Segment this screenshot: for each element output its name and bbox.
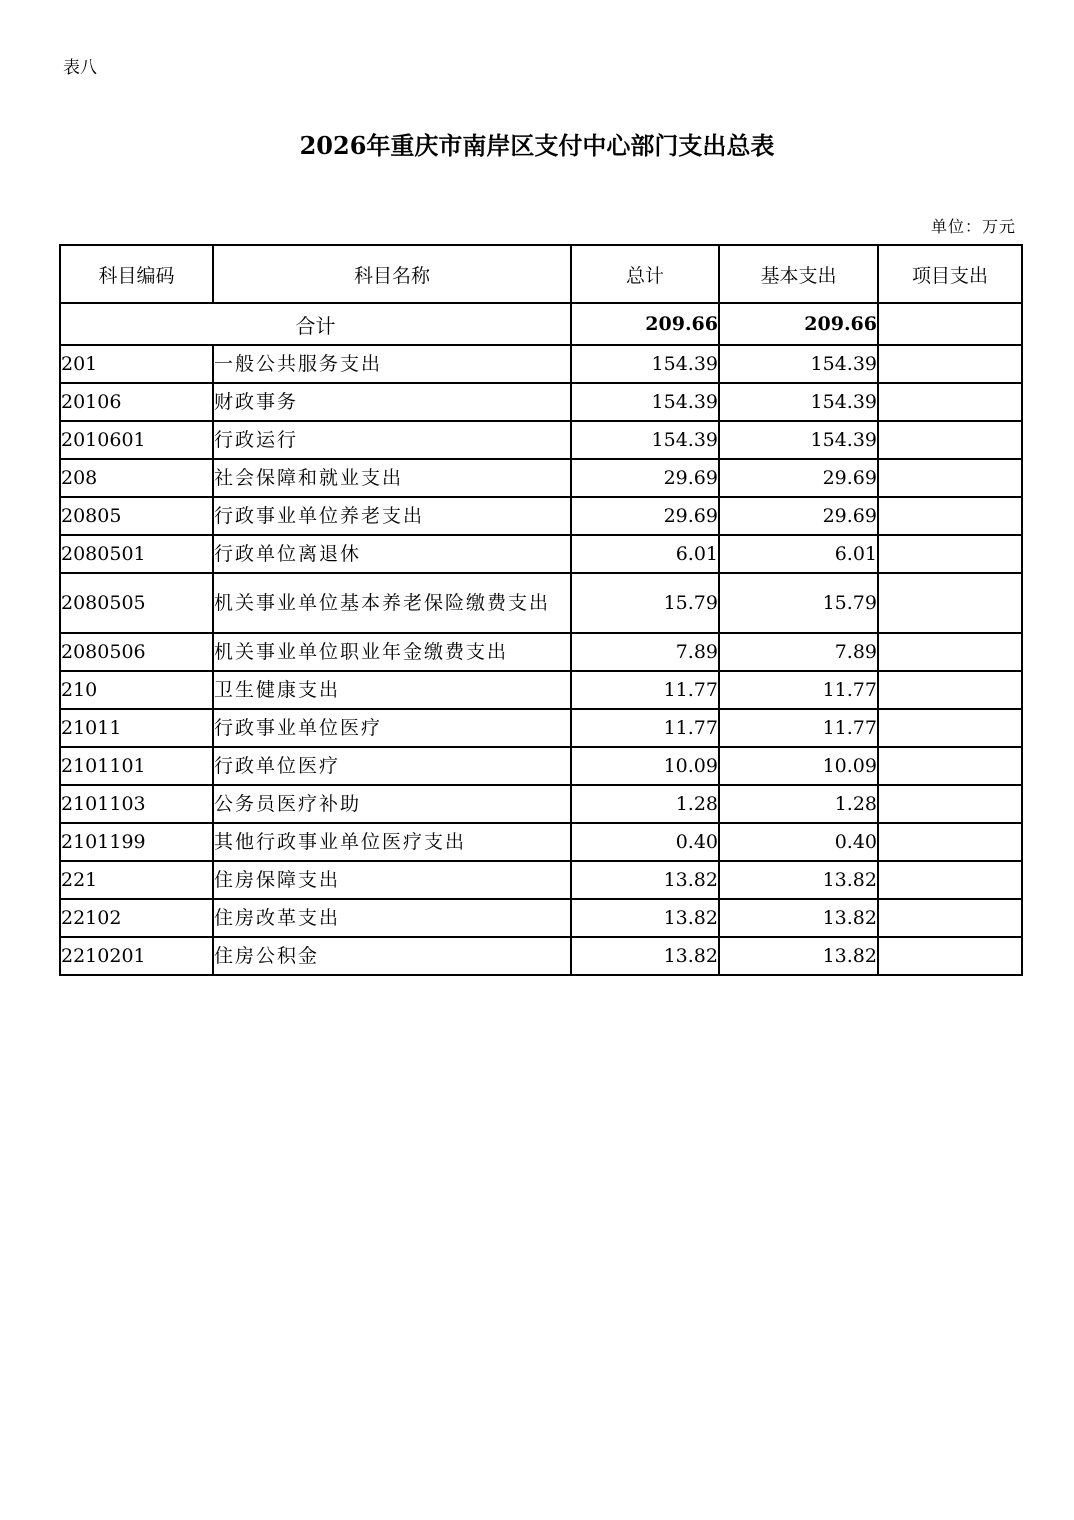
row-code: 2080506 bbox=[60, 633, 213, 671]
row-code: 2080505 bbox=[60, 573, 213, 633]
row-basic: 1.28 bbox=[719, 785, 878, 823]
row-code: 221 bbox=[60, 861, 213, 899]
header-project: 项目支出 bbox=[878, 245, 1022, 303]
row-total: 154.39 bbox=[571, 421, 719, 459]
total-row bbox=[60, 303, 1022, 345]
table-row bbox=[60, 633, 1022, 671]
row-project bbox=[878, 573, 1022, 633]
table-number: 表八 bbox=[63, 58, 97, 78]
row-basic: 13.82 bbox=[719, 899, 878, 937]
table-row bbox=[60, 899, 1022, 937]
row-project bbox=[878, 861, 1022, 899]
row-code: 2080501 bbox=[60, 535, 213, 573]
table-row bbox=[60, 785, 1022, 823]
unit-label: 单位：万元 bbox=[930, 217, 1016, 236]
row-code: 2101199 bbox=[60, 823, 213, 861]
row-name: 住房改革支出 bbox=[213, 899, 571, 937]
header-name: 科目名称 bbox=[213, 245, 571, 303]
header-total: 总计 bbox=[571, 245, 719, 303]
row-code: 22102 bbox=[60, 899, 213, 937]
row-project bbox=[878, 747, 1022, 785]
row-total: 6.01 bbox=[571, 535, 719, 573]
row-name: 财政事务 bbox=[213, 383, 571, 421]
row-name: 行政事业单位养老支出 bbox=[213, 497, 571, 535]
row-basic: 154.39 bbox=[719, 345, 878, 383]
row-project bbox=[878, 709, 1022, 747]
row-code: 2101101 bbox=[60, 747, 213, 785]
row-project bbox=[878, 823, 1022, 861]
table-row bbox=[60, 861, 1022, 899]
row-total: 7.89 bbox=[571, 633, 719, 671]
table-row bbox=[60, 421, 1022, 459]
row-name: 行政运行 bbox=[213, 421, 571, 459]
row-name: 住房保障支出 bbox=[213, 861, 571, 899]
row-total: 13.82 bbox=[571, 937, 719, 975]
row-total: 10.09 bbox=[571, 747, 719, 785]
row-basic: 6.01 bbox=[719, 535, 878, 573]
row-code: 21011 bbox=[60, 709, 213, 747]
row-code: 2210201 bbox=[60, 937, 213, 975]
row-total: 29.69 bbox=[571, 497, 719, 535]
row-total: 1.28 bbox=[571, 785, 719, 823]
row-code: 201 bbox=[60, 345, 213, 383]
row-total: 154.39 bbox=[571, 383, 719, 421]
row-name: 卫生健康支出 bbox=[213, 671, 571, 709]
row-basic: 0.40 bbox=[719, 823, 878, 861]
table-row bbox=[60, 573, 1022, 633]
row-name: 行政单位医疗 bbox=[213, 747, 571, 785]
expenditure-table bbox=[59, 244, 1023, 976]
row-name: 机关事业单位基本养老保险缴费支出 bbox=[213, 573, 571, 633]
row-total: 13.82 bbox=[571, 861, 719, 899]
header-code: 科目编码 bbox=[60, 245, 213, 303]
row-code: 208 bbox=[60, 459, 213, 497]
row-name: 一般公共服务支出 bbox=[213, 345, 571, 383]
row-total: 11.77 bbox=[571, 709, 719, 747]
row-total: 29.69 bbox=[571, 459, 719, 497]
row-project bbox=[878, 671, 1022, 709]
row-basic: 7.89 bbox=[719, 633, 878, 671]
table-row bbox=[60, 709, 1022, 747]
header-row bbox=[60, 245, 1022, 303]
row-project bbox=[878, 497, 1022, 535]
table-row bbox=[60, 747, 1022, 785]
row-total: 0.40 bbox=[571, 823, 719, 861]
row-project bbox=[878, 633, 1022, 671]
row-code: 20805 bbox=[60, 497, 213, 535]
row-project bbox=[878, 535, 1022, 573]
table-row bbox=[60, 345, 1022, 383]
row-code: 2010601 bbox=[60, 421, 213, 459]
row-name: 行政单位离退休 bbox=[213, 535, 571, 573]
row-code: 210 bbox=[60, 671, 213, 709]
row-project bbox=[878, 421, 1022, 459]
row-name: 住房公积金 bbox=[213, 937, 571, 975]
table-row bbox=[60, 671, 1022, 709]
row-basic: 13.82 bbox=[719, 861, 878, 899]
row-basic: 154.39 bbox=[719, 421, 878, 459]
page-title: 2026年重庆市南岸区支付中心部门支出总表 bbox=[299, 131, 775, 160]
row-total: 15.79 bbox=[571, 573, 719, 633]
header-basic: 基本支出 bbox=[719, 245, 878, 303]
row-basic: 29.69 bbox=[719, 459, 878, 497]
total-basic: 209.66 bbox=[719, 303, 878, 345]
row-basic: 11.77 bbox=[719, 709, 878, 747]
row-name: 其他行政事业单位医疗支出 bbox=[213, 823, 571, 861]
row-name: 社会保障和就业支出 bbox=[213, 459, 571, 497]
row-project bbox=[878, 937, 1022, 975]
row-basic: 29.69 bbox=[719, 497, 878, 535]
row-code: 2101103 bbox=[60, 785, 213, 823]
row-project bbox=[878, 899, 1022, 937]
table-row bbox=[60, 497, 1022, 535]
row-basic: 15.79 bbox=[719, 573, 878, 633]
row-total: 11.77 bbox=[571, 671, 719, 709]
total-amount: 209.66 bbox=[571, 303, 719, 345]
table-row bbox=[60, 823, 1022, 861]
total-project bbox=[878, 303, 1022, 345]
row-basic: 11.77 bbox=[719, 671, 878, 709]
table-row bbox=[60, 459, 1022, 497]
row-name: 行政事业单位医疗 bbox=[213, 709, 571, 747]
row-project bbox=[878, 383, 1022, 421]
row-code: 20106 bbox=[60, 383, 213, 421]
row-basic: 10.09 bbox=[719, 747, 878, 785]
row-basic: 13.82 bbox=[719, 937, 878, 975]
row-name: 机关事业单位职业年金缴费支出 bbox=[213, 633, 571, 671]
row-total: 154.39 bbox=[571, 345, 719, 383]
row-name: 公务员医疗补助 bbox=[213, 785, 571, 823]
row-total: 13.82 bbox=[571, 899, 719, 937]
row-project bbox=[878, 345, 1022, 383]
table-row bbox=[60, 535, 1022, 573]
table-row bbox=[60, 937, 1022, 975]
total-label: 合计 bbox=[60, 303, 571, 345]
row-basic: 154.39 bbox=[719, 383, 878, 421]
row-project bbox=[878, 459, 1022, 497]
row-project bbox=[878, 785, 1022, 823]
table-row bbox=[60, 383, 1022, 421]
